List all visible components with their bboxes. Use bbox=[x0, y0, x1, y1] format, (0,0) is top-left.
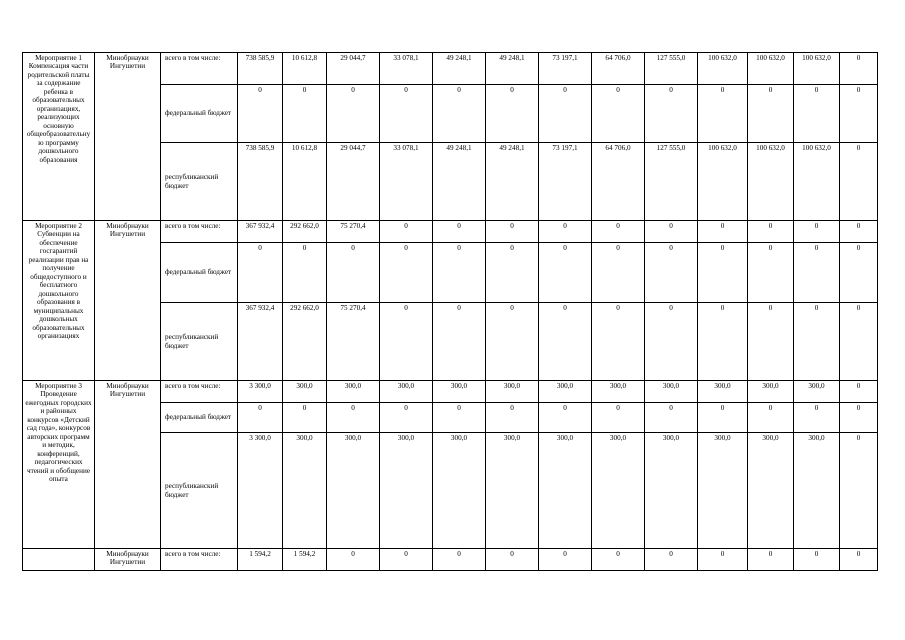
amount-cell: 0 bbox=[840, 303, 878, 381]
amount-cell: 0 bbox=[840, 381, 878, 403]
amount-cell: 0 bbox=[748, 221, 794, 243]
amount-cell: 0 bbox=[748, 85, 794, 143]
amount-cell: 0 bbox=[539, 403, 592, 433]
amount-cell: 3 300,0 bbox=[238, 433, 283, 549]
amount-cell: 127 555,0 bbox=[645, 143, 698, 221]
table-row bbox=[23, 381, 878, 403]
funding-source: федеральный бюджет bbox=[161, 403, 238, 433]
amount-cell: 10 612,8 bbox=[283, 53, 327, 85]
amount-cell: 0 bbox=[592, 549, 645, 571]
amount-cell: 0 bbox=[698, 85, 748, 143]
amount-cell: 0 bbox=[238, 243, 283, 303]
table-row bbox=[23, 549, 878, 571]
measure-name: Мероприятие 3 Проведение ежегодных городских и районных конкурсов «Детский сад года», конкурсов авторских программ и методик, конференций, педагогических чтений и обобщение опыта bbox=[23, 381, 95, 549]
amount-cell: 0 bbox=[794, 549, 840, 571]
amount-cell: 0 bbox=[794, 403, 840, 433]
amount-cell: 49 248,1 bbox=[486, 143, 539, 221]
amount-cell: 1 594,2 bbox=[238, 549, 283, 571]
amount-cell: 367 932,4 bbox=[238, 303, 283, 381]
amount-cell: 0 bbox=[840, 221, 878, 243]
amount-cell: 300,0 bbox=[486, 381, 539, 403]
amount-cell: 0 bbox=[486, 85, 539, 143]
amount-cell: 49 248,1 bbox=[433, 143, 486, 221]
measure-name: Мероприятие 2 Субвенции на обеспечение госгарантий реализации прав на получение общедоступного и бесплатного дошкольного образования в муниципальных дошкольных образовательных организациях bbox=[23, 221, 95, 381]
amount-cell: 0 bbox=[238, 403, 283, 433]
amount-cell: 0 bbox=[592, 221, 645, 243]
funding-source: всего в том числе: bbox=[161, 53, 238, 85]
amount-cell: 300,0 bbox=[698, 433, 748, 549]
amount-cell: 300,0 bbox=[748, 433, 794, 549]
amount-cell: 0 bbox=[486, 403, 539, 433]
amount-cell: 100 632,0 bbox=[698, 53, 748, 85]
funding-source: федеральный бюджет bbox=[161, 85, 238, 143]
amount-cell: 127 555,0 bbox=[645, 53, 698, 85]
responsible-executor: Минобрнауки Ингушетии bbox=[95, 221, 161, 381]
amount-cell: 100 632,0 bbox=[748, 143, 794, 221]
amount-cell: 292 662,0 bbox=[283, 303, 327, 381]
responsible-executor: Минобрнауки Ингушетии bbox=[95, 549, 161, 571]
amount-cell: 0 bbox=[698, 221, 748, 243]
amount-cell: 0 bbox=[539, 243, 592, 303]
amount-cell: 0 bbox=[380, 243, 433, 303]
amount-cell: 0 bbox=[238, 85, 283, 143]
amount-cell: 300,0 bbox=[380, 433, 433, 549]
amount-cell: 292 662,0 bbox=[283, 221, 327, 243]
measure-name bbox=[23, 549, 95, 571]
amount-cell: 0 bbox=[645, 221, 698, 243]
table-row bbox=[23, 221, 878, 243]
amount-cell: 0 bbox=[433, 403, 486, 433]
amount-cell: 64 706,0 bbox=[592, 143, 645, 221]
amount-cell: 738 585,9 bbox=[238, 53, 283, 85]
amount-cell: 0 bbox=[840, 403, 878, 433]
amount-cell: 0 bbox=[486, 221, 539, 243]
amount-cell: 75 270,4 bbox=[327, 303, 380, 381]
amount-cell: 0 bbox=[539, 303, 592, 381]
amount-cell: 0 bbox=[380, 221, 433, 243]
amount-cell: 73 197,1 bbox=[539, 53, 592, 85]
amount-cell: 3 300,0 bbox=[238, 381, 283, 403]
amount-cell: 10 612,8 bbox=[283, 143, 327, 221]
amount-cell: 300,0 bbox=[283, 433, 327, 549]
amount-cell: 49 248,1 bbox=[486, 53, 539, 85]
amount-cell: 73 197,1 bbox=[539, 143, 592, 221]
funding-source: всего в том числе: bbox=[161, 381, 238, 403]
funding-source: республиканский бюджет bbox=[161, 303, 238, 381]
amount-cell: 0 bbox=[433, 243, 486, 303]
amount-cell: 0 bbox=[433, 303, 486, 381]
amount-cell: 0 bbox=[794, 221, 840, 243]
amount-cell: 0 bbox=[327, 403, 380, 433]
amount-cell: 0 bbox=[433, 221, 486, 243]
funding-source: федеральный бюджет bbox=[161, 243, 238, 303]
amount-cell: 0 bbox=[645, 549, 698, 571]
amount-cell: 300,0 bbox=[283, 381, 327, 403]
amount-cell: 0 bbox=[283, 403, 327, 433]
amount-cell: 0 bbox=[380, 303, 433, 381]
amount-cell: 0 bbox=[645, 85, 698, 143]
amount-cell: 0 bbox=[283, 243, 327, 303]
funding-source: республиканский бюджет bbox=[161, 143, 238, 221]
amount-cell: 0 bbox=[645, 303, 698, 381]
amount-cell: 300,0 bbox=[794, 433, 840, 549]
amount-cell: 49 248,1 bbox=[433, 53, 486, 85]
measure-name: Мероприятие 1 Компенсация части родительской платы за содержание ребенка в образовательных организациях, реализующих основную общеобразовательную программу дошкольного образования bbox=[23, 53, 95, 221]
amount-cell: 300,0 bbox=[486, 433, 539, 549]
amount-cell: 300,0 bbox=[645, 433, 698, 549]
amount-cell: 0 bbox=[327, 243, 380, 303]
amount-cell: 0 bbox=[840, 143, 878, 221]
amount-cell: 0 bbox=[433, 549, 486, 571]
amount-cell: 0 bbox=[698, 243, 748, 303]
amount-cell: 0 bbox=[748, 549, 794, 571]
amount-cell: 300,0 bbox=[698, 381, 748, 403]
table-row bbox=[23, 53, 878, 85]
amount-cell: 0 bbox=[840, 53, 878, 85]
amount-cell: 100 632,0 bbox=[698, 143, 748, 221]
amount-cell: 0 bbox=[698, 549, 748, 571]
amount-cell: 33 078,1 bbox=[380, 53, 433, 85]
funding-source: всего в том числе: bbox=[161, 549, 238, 571]
amount-cell: 300,0 bbox=[327, 381, 380, 403]
amount-cell: 64 706,0 bbox=[592, 53, 645, 85]
amount-cell: 300,0 bbox=[539, 381, 592, 403]
amount-cell: 0 bbox=[748, 303, 794, 381]
amount-cell: 0 bbox=[486, 549, 539, 571]
amount-cell: 300,0 bbox=[592, 381, 645, 403]
amount-cell: 29 044,7 bbox=[327, 53, 380, 85]
funding-source: республиканский бюджет bbox=[161, 433, 238, 549]
amount-cell: 29 044,7 bbox=[327, 143, 380, 221]
amount-cell: 300,0 bbox=[539, 433, 592, 549]
amount-cell: 0 bbox=[698, 303, 748, 381]
amount-cell: 300,0 bbox=[794, 381, 840, 403]
amount-cell: 300,0 bbox=[645, 381, 698, 403]
amount-cell: 0 bbox=[748, 243, 794, 303]
amount-cell: 0 bbox=[840, 85, 878, 143]
amount-cell: 0 bbox=[539, 221, 592, 243]
amount-cell: 0 bbox=[592, 85, 645, 143]
amount-cell: 300,0 bbox=[592, 433, 645, 549]
amount-cell: 0 bbox=[327, 85, 380, 143]
amount-cell: 0 bbox=[794, 243, 840, 303]
amount-cell: 300,0 bbox=[433, 381, 486, 403]
amount-cell: 100 632,0 bbox=[794, 143, 840, 221]
amount-cell: 75 270,4 bbox=[327, 221, 380, 243]
amount-cell: 0 bbox=[645, 403, 698, 433]
amount-cell: 0 bbox=[380, 85, 433, 143]
amount-cell: 0 bbox=[840, 549, 878, 571]
responsible-executor: Минобрнауки Ингушетии bbox=[95, 381, 161, 549]
budget-table bbox=[22, 52, 878, 571]
amount-cell: 300,0 bbox=[380, 381, 433, 403]
amount-cell: 1 594,2 bbox=[283, 549, 327, 571]
amount-cell: 100 632,0 bbox=[748, 53, 794, 85]
amount-cell: 0 bbox=[592, 243, 645, 303]
amount-cell: 0 bbox=[486, 303, 539, 381]
amount-cell: 0 bbox=[794, 303, 840, 381]
responsible-executor: Минобрнауки Ингушетии bbox=[95, 53, 161, 221]
amount-cell: 0 bbox=[645, 243, 698, 303]
amount-cell: 0 bbox=[327, 549, 380, 571]
amount-cell: 0 bbox=[433, 85, 486, 143]
amount-cell: 0 bbox=[840, 433, 878, 549]
amount-cell: 0 bbox=[539, 549, 592, 571]
amount-cell: 0 bbox=[380, 549, 433, 571]
amount-cell: 0 bbox=[840, 243, 878, 303]
amount-cell: 0 bbox=[748, 403, 794, 433]
amount-cell: 0 bbox=[283, 85, 327, 143]
amount-cell: 0 bbox=[592, 403, 645, 433]
amount-cell: 33 078,1 bbox=[380, 143, 433, 221]
amount-cell: 100 632,0 bbox=[794, 53, 840, 85]
amount-cell: 300,0 bbox=[433, 433, 486, 549]
funding-source: всего в том числе: bbox=[161, 221, 238, 243]
amount-cell: 0 bbox=[539, 85, 592, 143]
amount-cell: 0 bbox=[698, 403, 748, 433]
amount-cell: 0 bbox=[380, 403, 433, 433]
amount-cell: 738 585,9 bbox=[238, 143, 283, 221]
amount-cell: 367 932,4 bbox=[238, 221, 283, 243]
amount-cell: 0 bbox=[592, 303, 645, 381]
amount-cell: 0 bbox=[794, 85, 840, 143]
amount-cell: 300,0 bbox=[748, 381, 794, 403]
amount-cell: 300,0 bbox=[327, 433, 380, 549]
amount-cell: 0 bbox=[486, 243, 539, 303]
